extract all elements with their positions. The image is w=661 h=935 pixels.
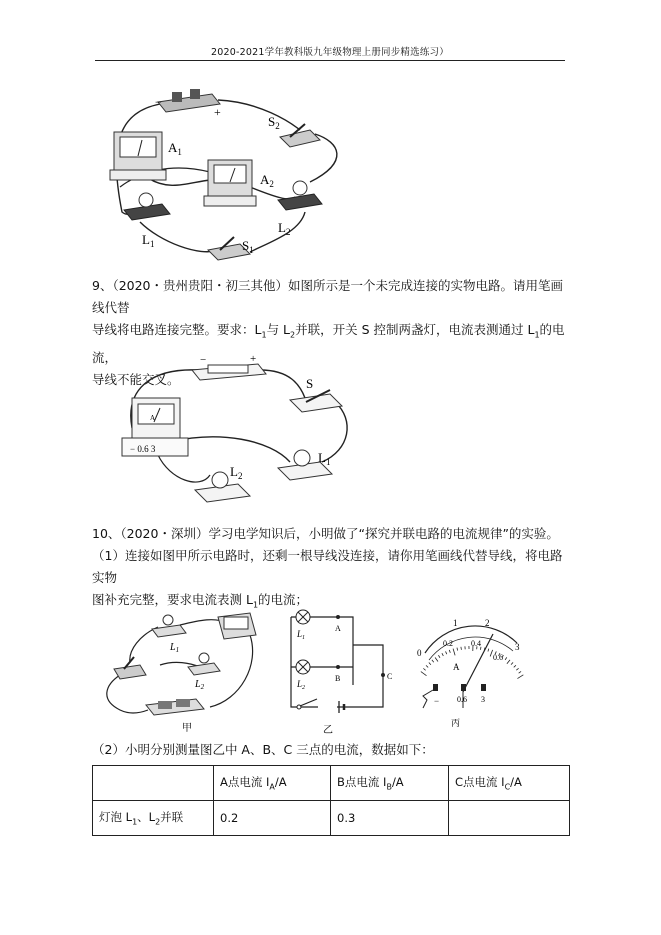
q10-part2: （2）小明分别测量图乙中 A、B、C 三点的电流，数据如下：	[92, 742, 434, 757]
ammeter-tick	[432, 660, 434, 662]
label-l1: $L_1$	[318, 450, 331, 467]
bulb-l1-icon	[124, 193, 170, 220]
label-l2: $L_2$	[278, 220, 291, 237]
ammeter-a-label: A	[453, 662, 460, 672]
label-s1: $S_1$	[242, 238, 254, 255]
tick-3: 3	[515, 642, 520, 652]
tick-0: 0	[417, 648, 422, 658]
battery-plus-label: +	[250, 353, 257, 365]
ammeter-tick	[519, 671, 521, 673]
figure-bing-ammeter	[405, 608, 535, 733]
label-a1: $A_1$	[168, 140, 182, 157]
q10-line1: 10、（2020・深圳）学习电学知识后，小明做了“探究并联电路的电流规律”的实验。	[92, 526, 559, 541]
bulb-l2-icon	[278, 181, 322, 210]
point-b	[336, 665, 340, 669]
figure-bing-caption: 丙	[451, 718, 461, 728]
ammeter-tick	[435, 657, 438, 661]
table-header-cell: A点电流 $I_A/A$	[214, 766, 331, 801]
tick-0-2: 0.2	[443, 639, 453, 648]
label-s2: $S_2$	[268, 114, 280, 131]
battery-icon	[192, 364, 266, 380]
ammeter-tick	[429, 663, 431, 665]
current-data-table	[92, 765, 570, 836]
ammeter-a-label: A	[150, 414, 156, 422]
ammeter-icon	[218, 613, 256, 639]
terminal-3-label: 3	[481, 695, 485, 704]
terminal-06	[461, 684, 466, 691]
label-c: C	[387, 672, 393, 681]
ammeter-tick	[453, 649, 455, 656]
label-l1: $L_1$	[170, 642, 180, 654]
table-cell-c	[449, 801, 570, 836]
terminal-minus	[433, 684, 438, 691]
question-10	[92, 523, 570, 617]
table-row-label: 灯泡 $L_1$、$L_2$并联	[93, 801, 214, 836]
label-b: B	[335, 674, 341, 683]
switch-icon	[114, 657, 146, 679]
tick-0-4: 0.4	[471, 639, 481, 648]
battery-plus-label: +	[214, 105, 221, 119]
table-header-row	[93, 766, 570, 801]
table-row	[93, 801, 570, 836]
switch-s-icon	[290, 390, 342, 412]
figure-jia	[100, 605, 265, 735]
label-l1: $L_1$	[142, 232, 155, 249]
figure-jia-caption: 甲	[182, 723, 192, 734]
table-header-cell: B点电流 $I_B/A$	[331, 766, 449, 801]
label-l2: $L_2$	[230, 464, 243, 481]
battery-icon	[158, 89, 220, 112]
switch-s2-icon	[280, 124, 320, 147]
point-c	[381, 673, 385, 677]
ammeter-tick	[442, 653, 443, 656]
tick-2: 2	[485, 618, 490, 628]
label-s: S	[306, 376, 314, 391]
ammeter-tick	[517, 675, 523, 679]
point-a	[336, 615, 340, 619]
ammeter-tick	[421, 672, 427, 676]
figure-yi-caption: 乙	[323, 725, 333, 736]
ammeter-tick	[514, 665, 516, 667]
tick-0-6: 0.6	[493, 653, 503, 662]
ammeter-tick	[505, 657, 507, 659]
battery-minus-label: −	[200, 354, 207, 366]
ammeter-terminals: − 0.6 3	[130, 444, 156, 454]
q9-line2: 导线将电路连接完整。要求：$L_1$与 $L_2$并联，开关 S 控制两盏灯，电流表测通过 $L_1$的电流，	[92, 322, 565, 365]
ammeter-tick	[488, 649, 489, 652]
table-cell-b: 0.3	[331, 801, 449, 836]
q9-line3: 导线不能交叉。	[92, 371, 180, 387]
figure-top-circuit	[100, 82, 360, 267]
ammeter-tick	[423, 668, 425, 670]
ammeter-tick	[457, 648, 458, 651]
header-divider	[95, 60, 565, 61]
tick-1: 1	[453, 618, 458, 628]
q10-line3: 图补充完整，要求电流表测 $L_1$的电流；	[92, 592, 309, 610]
bulb-l1-icon	[152, 615, 186, 637]
ammeter-tick	[426, 665, 428, 667]
ammeter-tick	[516, 668, 518, 670]
ammeter-tick	[449, 650, 450, 653]
ammeter-a2-icon	[204, 160, 256, 206]
table-header-cell	[93, 766, 214, 801]
figure-yi	[263, 605, 398, 740]
terminal-06-label: 0.6	[457, 695, 467, 704]
page-header: 2020-2021学年教科版九年级物理上册同步精选练习）	[211, 47, 449, 58]
label-l2: $L_2$	[297, 679, 306, 691]
ammeter-tick	[446, 651, 447, 654]
table-header-cell: C点电流 $I_C/A$	[449, 766, 570, 801]
battery-minus-label: −	[155, 95, 162, 109]
battery-icon	[146, 699, 204, 715]
ammeter-tick	[511, 662, 513, 664]
figure-q9-circuit	[110, 350, 370, 515]
terminal-3	[481, 684, 486, 691]
q10-line2: （1）连接如图甲所示电路时，还剩一根导线没连接，请你用笔画线代替导线，将电路实物	[92, 548, 563, 585]
q9-line1: 9、（2020・贵州贵阳・初三其他）如图所示是一个未完成连接的实物电路。请用笔画线代替	[92, 278, 564, 315]
terminal-minus-label: −	[434, 696, 440, 706]
label-l1: $L_1$	[297, 629, 306, 641]
ammeter-tick	[507, 660, 510, 664]
label-a2: $A_2$	[260, 172, 274, 189]
table-cell-a: 0.2	[214, 801, 331, 836]
label-a: A	[335, 624, 341, 633]
label-l2: $L_2$	[195, 679, 205, 691]
ammeter-a1-icon	[110, 132, 166, 180]
ammeter-tick	[438, 655, 440, 658]
